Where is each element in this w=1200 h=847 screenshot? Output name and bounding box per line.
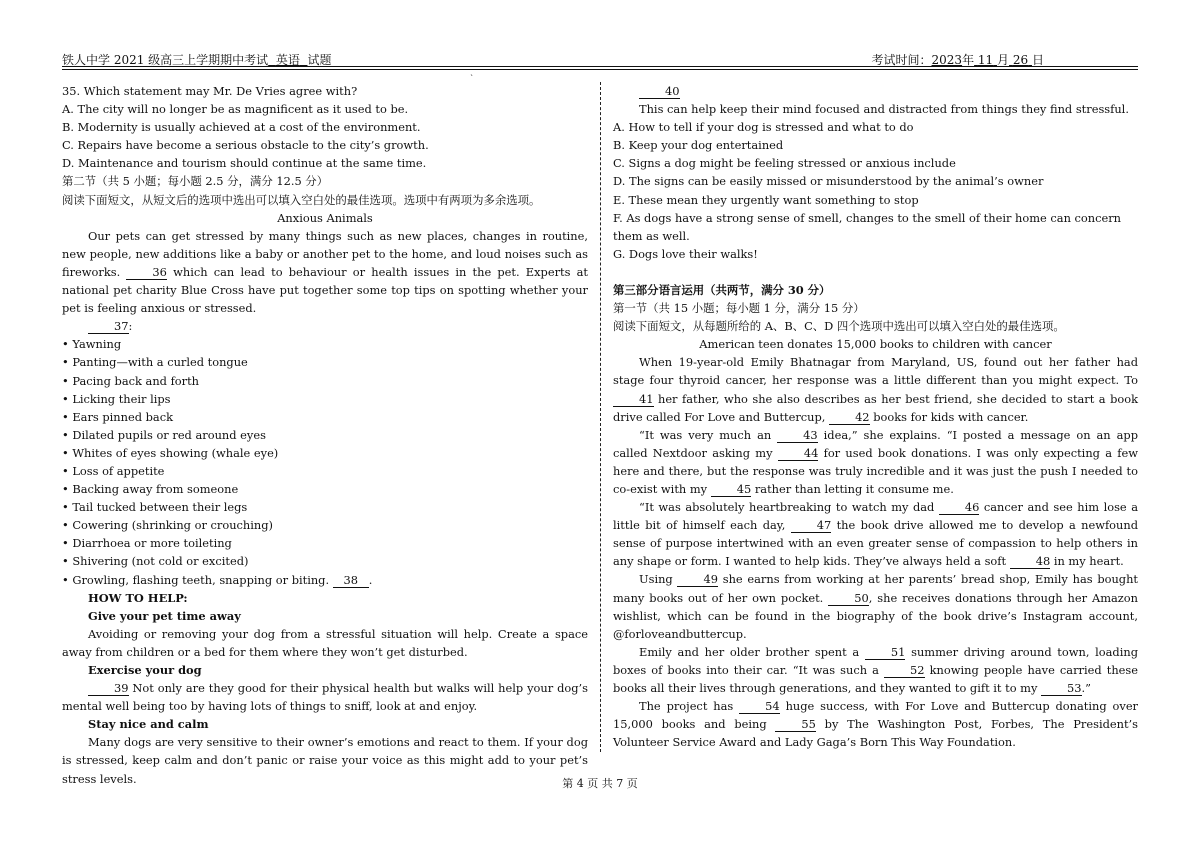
blank-51: 51 — [865, 646, 906, 660]
q35-option-b: B. Modernity is usually achieved at a cost of the environment. — [62, 120, 421, 135]
sign-item: • Whites of eyes showing (whale eye) — [62, 445, 279, 460]
section1-instruction: 阅读下面短文，从每题所给的 A、B、C、D 四个选项中选出可以填入空白处的最佳选项。 — [613, 319, 1065, 334]
blank-44: 44 — [778, 447, 819, 461]
cloze-paragraph-5: Emily and her older brother spent a 51 summer driving around town, loading boxes of books into their car. “It was such a 52 knowing people have carried these books all their lives through generations, and they wanted to gift it to my 53.” — [613, 644, 1138, 695]
q35-option-d: D. Maintenance and tourism should continue at the same time. — [62, 156, 427, 171]
sign-item: • Pacing back and forth — [62, 373, 200, 388]
blank-55: 55 — [775, 718, 816, 732]
blank-46: 46 — [939, 501, 980, 515]
cloze-paragraph-1: When 19-year-old Emily Bhatnagar from Maryland, US, found out her father had stage four thyroid cancer, her response was a little different than you might expect. To 41 her father, who she also describes as her best friend, she decided to start a book drive called For Love and Buttercup, 42 books for kids with cancer. — [613, 355, 1138, 424]
paragraph-exercise: 39 Not only are they good for their physical health but walks will help your dog’s mental well being too by having lots of things to sniff, look at and enjoy. — [62, 681, 588, 714]
cloze-paragraph-4: Using 49 she earns from working at her parents’ bread shop, Emily has bought many books out of her own pocket. 50, she receives donations through her Amazon wishlist, which can be found in the biography of the book drive’s Instagram account, @forloveandbuttercup. — [613, 572, 1139, 641]
sign-item: • Tail tucked between their legs — [62, 500, 248, 515]
paragraph-time-away: Avoiding or removing your dog from a stressful situation will help. Create a space away from children or a bed for them where they won’t get disturbed. — [62, 626, 588, 659]
stray-mark: ` — [470, 74, 474, 83]
exam-header-title: 铁人中学 2021 级高三上学期期中考试 英语 试题 — [62, 53, 332, 67]
sign-item-last: • Growling, flashing teeth, snapping or biting. 38 . — [62, 572, 373, 587]
section2-instruction: 阅读下面短文，从短文后的选项中选出可以填入空白处的最佳选项。选项中有两项为多余选项。 — [62, 192, 541, 207]
cloze-paragraph-2: “It was very much an 43 idea,” she explains. “I posted a message on an app called Nextdoor asking my 44 for used book donations. I was only expecting a few here and there, but the response was truly incredible and it was just the push I needed to co-exist with my 45 rather than letting it consume me. — [613, 427, 1139, 496]
how-to-help-heading: HOW TO HELP: — [88, 590, 188, 605]
subject: 英语 — [275, 53, 300, 67]
option-b: B. Keep your dog entertained — [613, 138, 784, 153]
blank-50: 50 — [828, 592, 869, 606]
cloze-paragraph-6: The project has 54 huge success, with For Love and Buttercup donating over 15,000 books and being 55 by The Washington Post, Forbes, The President’s Volunteer Service Award and Lady Gaga’s Born This Way Foundation. — [613, 699, 1139, 750]
section2-heading: 第二节（共 5 小题；每小题 2.5 分，满分 12.5 分） — [62, 174, 329, 189]
paragraph-40: This can help keep their mind focused and distracted from things they find stressful. — [639, 102, 1129, 117]
blank-54: 54 — [739, 700, 780, 714]
sign-item: • Licking their lips — [62, 391, 171, 406]
blank-45: 45 — [711, 483, 752, 497]
left-column — [62, 82, 588, 788]
paragraph-calm: Many dogs are very sensitive to their owner’s emotions and react to them. If your dog is stressed, keep calm and don’t panic or raise your voice as this might add to your pet’s stress levels. — [62, 735, 588, 786]
option-f: F. As dogs have a strong sense of smell, changes to the smell of their home can concern them as well. — [613, 210, 1121, 243]
q35-option-a: A. The city will no longer be as magnificent as it used to be. — [62, 102, 409, 117]
option-e: E. These mean they urgently want something to stop — [613, 192, 919, 207]
passage-title-2: American teen donates 15,000 books to children with cancer — [699, 337, 1052, 352]
subheading-exercise: Exercise your dog — [88, 663, 202, 677]
sign-item: • Yawning — [62, 337, 122, 352]
paragraph-1: Our pets can get stressed by many things such as new places, changes in routine, new people, new additions like a baby or another pet to the home, and loud noises such as fireworks. 36 which can lead to behaviour or health issues in the pet. Experts at national pet charity Blue Cross have put together some top tips on spotting whether your pet is feeling anxious or stressed. — [62, 228, 589, 316]
passage-title: Anxious Animals — [277, 210, 373, 225]
blank-52: 52 — [884, 664, 925, 678]
blank-36: 36 — [126, 266, 167, 280]
blank-40: 40 — [639, 85, 680, 99]
sign-item: • Dilated pupils or red around eyes — [62, 427, 266, 442]
section1-heading: 第一节（共 15 小题；每小题 1 分，满分 15 分） — [613, 301, 865, 316]
blank-37: 37 — [88, 320, 129, 334]
blank-40-line — [613, 82, 1138, 100]
subheading-calm: Stay nice and calm — [88, 717, 209, 732]
blank-48: 48 — [1010, 555, 1051, 569]
sign-item: • Panting—with a curled tongue — [62, 355, 248, 370]
blank-38: 38 — [333, 574, 369, 588]
option-a: A. How to tell if your dog is stressed and what to do — [613, 120, 914, 135]
page-number: 第 4 页 共 7 页 — [562, 777, 638, 790]
q35-option-c: C. Repairs have become a serious obstacle to the city’s growth. — [62, 138, 429, 153]
spacer — [613, 263, 1138, 281]
option-g: G. Dogs love their walks! — [613, 246, 758, 261]
sign-item: • Diarrhoea or more toileting — [62, 536, 232, 551]
sign-item: • Backing away from someone — [62, 482, 239, 497]
blank-42: 42 — [829, 411, 870, 425]
header-rule-thin — [62, 69, 1138, 70]
blank-53: 53 — [1041, 682, 1082, 696]
part3-heading: 第三部分语言运用（共两节，满分 30 分） — [613, 282, 831, 297]
header-rule — [62, 66, 1138, 67]
option-c: C. Signs a dog might be feeling stressed or anxious include — [613, 156, 956, 171]
blank-41: 41 — [613, 393, 654, 407]
question-35: 35. Which statement may Mr. De Vries agree with? — [62, 84, 358, 98]
blank-37-line: 37: — [62, 317, 588, 335]
blank-49: 49 — [677, 573, 718, 587]
exam-date: 考试时间：2023年 11 月 26 日 — [871, 53, 1044, 67]
blank-39: 39 — [88, 682, 129, 696]
option-d: D. The signs can be easily missed or misunderstood by the animal’s owner — [613, 174, 1044, 189]
sign-item: • Shivering (not cold or excited) — [62, 554, 249, 569]
subheading-time-away: Give your pet time away — [88, 608, 241, 623]
sign-item: • Loss of appetite — [62, 463, 165, 478]
blank-47: 47 — [791, 519, 832, 533]
sign-item: • Ears pinned back — [62, 409, 173, 424]
right-column — [613, 82, 1138, 751]
column-divider — [600, 82, 601, 752]
blank-43: 43 — [777, 429, 818, 443]
sign-item: • Cowering (shrinking or crouching) — [62, 518, 273, 533]
cloze-paragraph-3: “It was absolutely heartbreaking to watch my dad 46 cancer and see him lose a little bit of himself each day, 47 the book drive allowed me to develop a newfound sense of purpose intertwined with an even greater sense of compassion to help others in any shape or form. I wanted to help kids. They’ve always held a soft 48 in my heart. — [613, 500, 1138, 569]
